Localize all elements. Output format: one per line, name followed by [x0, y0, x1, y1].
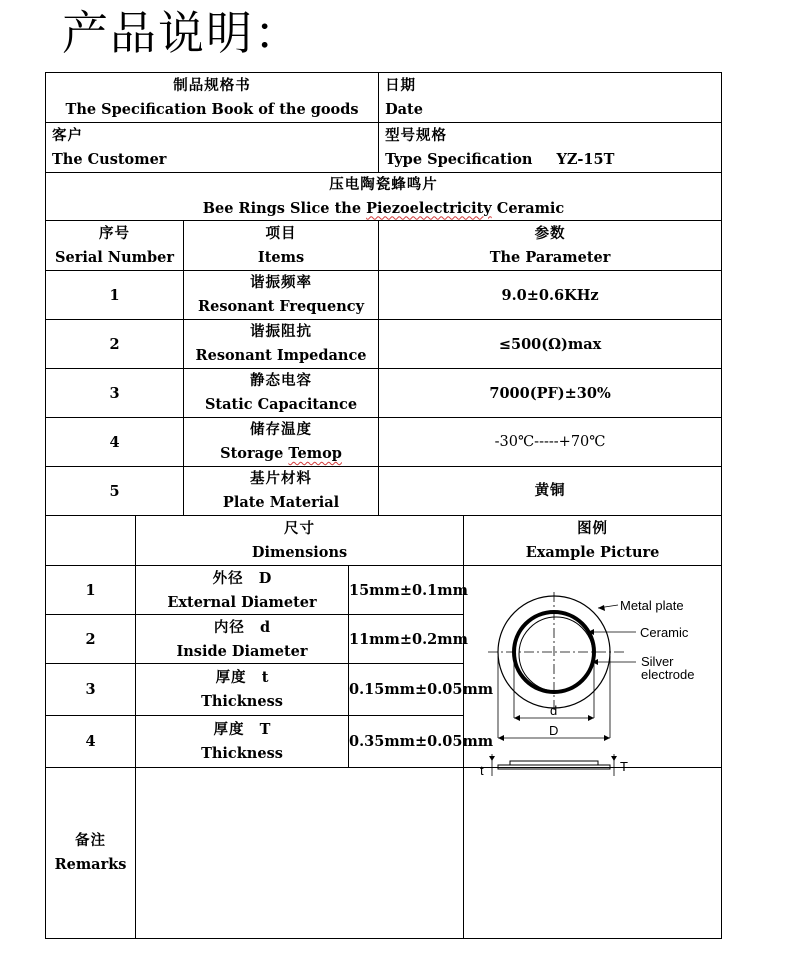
date-en: Date [385, 100, 423, 118]
type-spec-en: Type Specification [385, 150, 533, 168]
items-header-cn: 项目 [265, 225, 297, 242]
serial-number: 5 [46, 467, 184, 516]
table-row [46, 369, 722, 418]
picture-header-cn: 图例 [577, 520, 609, 537]
dimension-name-cn: 厚度 [215, 670, 247, 686]
remarks-label-cn: 备注 [75, 833, 106, 849]
remarks-label-en: Remarks [54, 856, 127, 873]
serial-number: 3 [46, 369, 184, 418]
item-cell [184, 320, 379, 369]
spec-book-cn: 制品规格书 [173, 77, 251, 94]
dimension-value: 15mm±0.1mm [349, 566, 464, 615]
customer-en: The Customer [52, 150, 167, 168]
dimension-name-cn: 厚度 [213, 722, 245, 738]
dimension-name-en: Thickness [201, 693, 283, 710]
silver-electrode-circle [519, 617, 593, 691]
item-cell [184, 418, 379, 467]
date-cn: 日期 [385, 77, 417, 94]
side-view-plate [498, 765, 610, 769]
dimension-name-en: Inside Diameter [176, 642, 308, 660]
dimension-symbol: D [258, 569, 272, 587]
dimensions-header-cn: 尺寸 [284, 520, 316, 537]
item-en: Static Capacitance [204, 396, 358, 413]
param-value: 7000(PF)±30% [379, 369, 722, 418]
product-name-cell [46, 173, 722, 221]
dimension-name-cn: 外径 [212, 570, 244, 587]
date-cell [379, 73, 722, 123]
remarks-content[interactable] [136, 768, 464, 939]
dimension-number: 3 [46, 664, 136, 716]
label-t-small: t [480, 763, 484, 778]
dimension-name-en: Thickness [201, 745, 283, 762]
item-en-part: Storage [220, 445, 289, 462]
serial-header-en: Serial Number [55, 248, 174, 266]
remarks-picture-blank [464, 768, 722, 939]
dimension-value: 11mm±0.2mm [349, 615, 464, 664]
items-header [184, 221, 379, 271]
dimensions-header-en: Dimensions [251, 543, 348, 561]
label-metal-plate: Metal plate [620, 598, 684, 613]
blank-cell [46, 516, 136, 566]
dimension-number: 2 [46, 615, 136, 664]
product-name-cn: 压电陶瓷蜂鸣片 [329, 176, 438, 193]
dimension-name-cell [136, 615, 349, 664]
item-cn: 基片材料 [250, 471, 313, 487]
serial-number: 4 [46, 418, 184, 467]
specification-sheet [45, 72, 721, 940]
piezo-disc-diagram [464, 596, 722, 786]
product-name-en-part: Ceramic [491, 199, 565, 217]
param-header [379, 221, 722, 271]
dimension-name-cell [136, 566, 349, 615]
param-value: ≤500(Ω)max [379, 320, 722, 369]
table-row [46, 566, 722, 615]
remarks-row [46, 768, 722, 939]
label-silver: Silver [641, 654, 674, 669]
product-name-en [46, 197, 721, 220]
dimension-number: 4 [46, 716, 136, 768]
spec-book-cell [46, 73, 379, 123]
dimension-symbol: t [261, 669, 269, 686]
product-name-en-part: Bee Rings Slice the [202, 199, 367, 217]
label-D-large: D [549, 723, 559, 738]
example-picture-cell [464, 566, 722, 778]
table-row [46, 467, 722, 516]
param-value: 黄铜 [379, 467, 722, 516]
item-cn: 储存温度 [250, 422, 313, 438]
serial-number: 2 [46, 320, 184, 369]
dimension-symbol: d [260, 618, 271, 636]
side-view-ceramic [510, 761, 598, 765]
label-ceramic: Ceramic [640, 625, 689, 640]
item-cell [184, 467, 379, 516]
dimension-name-cell [136, 716, 349, 768]
dimension-name-cell [136, 664, 349, 716]
page-title: 产品说明： [62, 6, 302, 60]
item-cn: 谐振阻抗 [250, 324, 313, 340]
picture-header [464, 516, 722, 566]
item-en: Resonant Frequency [198, 298, 364, 315]
item-cn: 静态电容 [250, 373, 313, 389]
serial-header-cn: 序号 [99, 225, 130, 242]
dimension-name-cn: 内径 [213, 619, 245, 636]
customer-cell [46, 123, 379, 173]
serial-number: 1 [46, 271, 184, 320]
param-header-cn: 参数 [534, 225, 566, 242]
spec-book-en: The Specification Book of the goods [65, 100, 359, 118]
remarks-label-cell [46, 768, 136, 939]
item-en: Plate Material [222, 494, 340, 511]
dimensions-header [136, 516, 464, 566]
picture-header-en: Example Picture [525, 543, 660, 561]
spellcheck-marked-word: Piezoelectricity [366, 199, 492, 217]
item-cell [184, 369, 379, 418]
item-cell [184, 271, 379, 320]
dimension-name-en: External Diameter [167, 593, 317, 611]
label-T-large: T [620, 759, 629, 774]
param-value: 9.0±0.6KHz [379, 271, 722, 320]
dimension-value: 0.35mm±0.05mm [349, 716, 464, 768]
table-row [46, 271, 722, 320]
dimension-value: 0.15mm±0.05mm [349, 664, 464, 716]
table-row [46, 320, 722, 369]
dimension-number: 1 [46, 566, 136, 615]
item-en: Resonant Impedance [195, 347, 367, 364]
param-header-en: The Parameter [489, 248, 611, 266]
model-number: YZ-15T [556, 150, 615, 168]
serial-header [46, 221, 184, 271]
items-header-en: Items [257, 248, 305, 266]
type-spec-cn: 型号规格 [385, 127, 448, 144]
spellcheck-marked-word: Temop [288, 445, 342, 462]
table-row [46, 418, 722, 467]
type-spec-cell [379, 123, 722, 173]
dimension-symbol: T [259, 721, 271, 738]
param-value: -30℃-----+70℃ [379, 418, 722, 467]
label-d-small: d [550, 703, 558, 718]
customer-cn: 客户 [52, 127, 83, 144]
label-electrode: electrode [641, 667, 695, 682]
item-en [184, 442, 378, 465]
item-cn: 谐振频率 [250, 275, 313, 291]
